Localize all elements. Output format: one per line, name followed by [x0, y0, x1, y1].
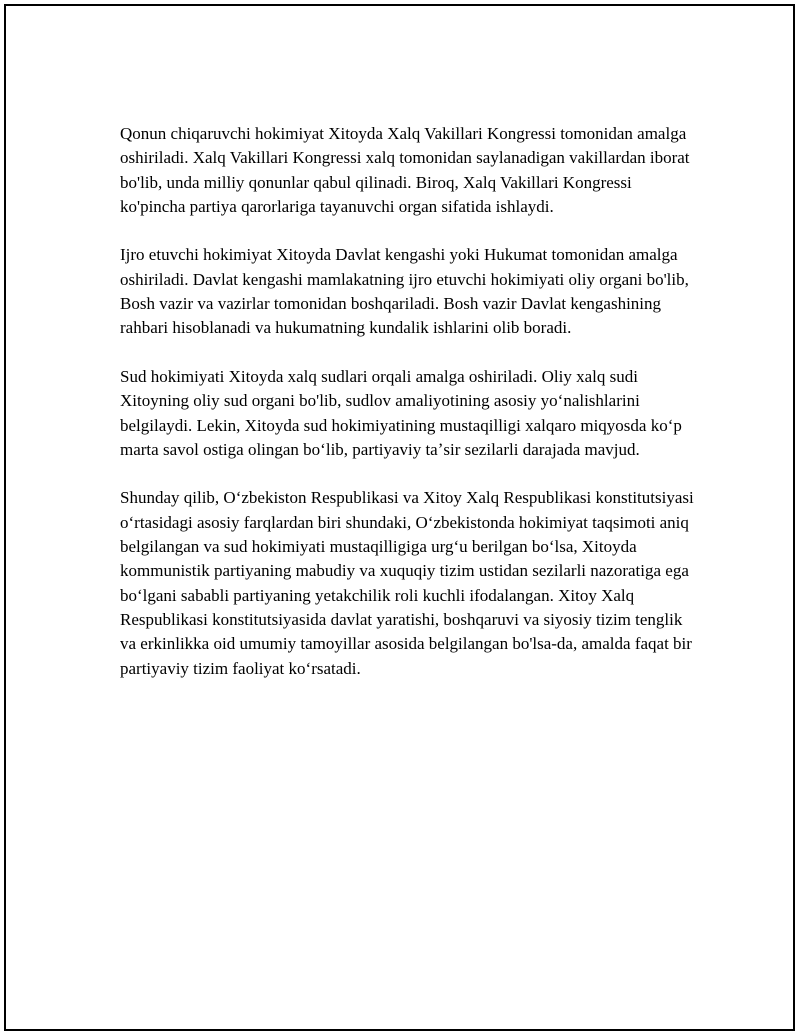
paragraph-conclusion: Shunday qilib, Oʻzbekiston Respublikasi va Xitoy Xalq Respublikasi konstitutsiyasi oʻrtasidagi asosiy farqlardan biri shundaki, Oʻzbekistonda hokimiyat taqsimoti aniq belgilangan va sud hokimiyati mustaqilligiga urgʻu berilgan boʻlsa, Xitoyda kommunistik partiyaning mabudiy va xuquqiy tizim ustidan sezilarli nazoratiga ega boʻlgani sababli partiyaning yetakchilik roli kuchli ifodalangan. Xitoy Xalq Respublikasi konstitutsiyasida davlat yaratishi, boshqaruvi va siyosiy tizim tenglik va erkinlikka oid umumiy tamoyillar asosida belgilangan bo'lsa-da, amalda faqat bir partiyaviy tizim faoliyat koʻrsatadi.	[120, 488, 694, 678]
paragraph-executive: Ijro etuvchi hokimiyat Xitoyda Davlat kengashi yoki Hukumat tomonidan amalga oshiriladi. Davlat kengashi mamlakatning ijro etuvchi hokimiyati oliy organi bo'lib, Bosh vazir va vazirlar tomonidan boshqariladi. Bosh vazir Davlat kengashining rahbari hisoblanadi va hukumatning kundalik ishlarini olib boradi.	[120, 245, 689, 338]
page-frame	[4, 4, 795, 1031]
document-body	[120, 122, 694, 705]
paragraph-judicial: Sud hokimiyati Xitoyda xalq sudlari orqali amalga oshiriladi. Oliy xalq sudi Xitoyning oliy sud organi bo'lib, sudlov amaliyotining asosiy yoʻnalishlarini belgilaydi. Lekin, Xitoyda sud hokimiyatining mustaqilligi xalqaro miqyosda koʻp marta savol ostiga olingan boʻlib, partiyaviy taʼsir sezilarli darajada mavjud.	[120, 366, 682, 459]
paragraph-legislative: Qonun chiqaruvchi hokimiyat Xitoyda Xalq Vakillari Kongressi tomonidan amalga oshiriladi. Xalq Vakillari Kongressi xalq tomonidan saylanadigan vakillardan iborat bo'lib, unda milliy qonunlar qabul qilinadi. Biroq, Xalq Vakillari Kongressi ko'pincha partiya qarorlariga tayanuvchi organ sifatida ishlaydi.	[120, 124, 690, 216]
